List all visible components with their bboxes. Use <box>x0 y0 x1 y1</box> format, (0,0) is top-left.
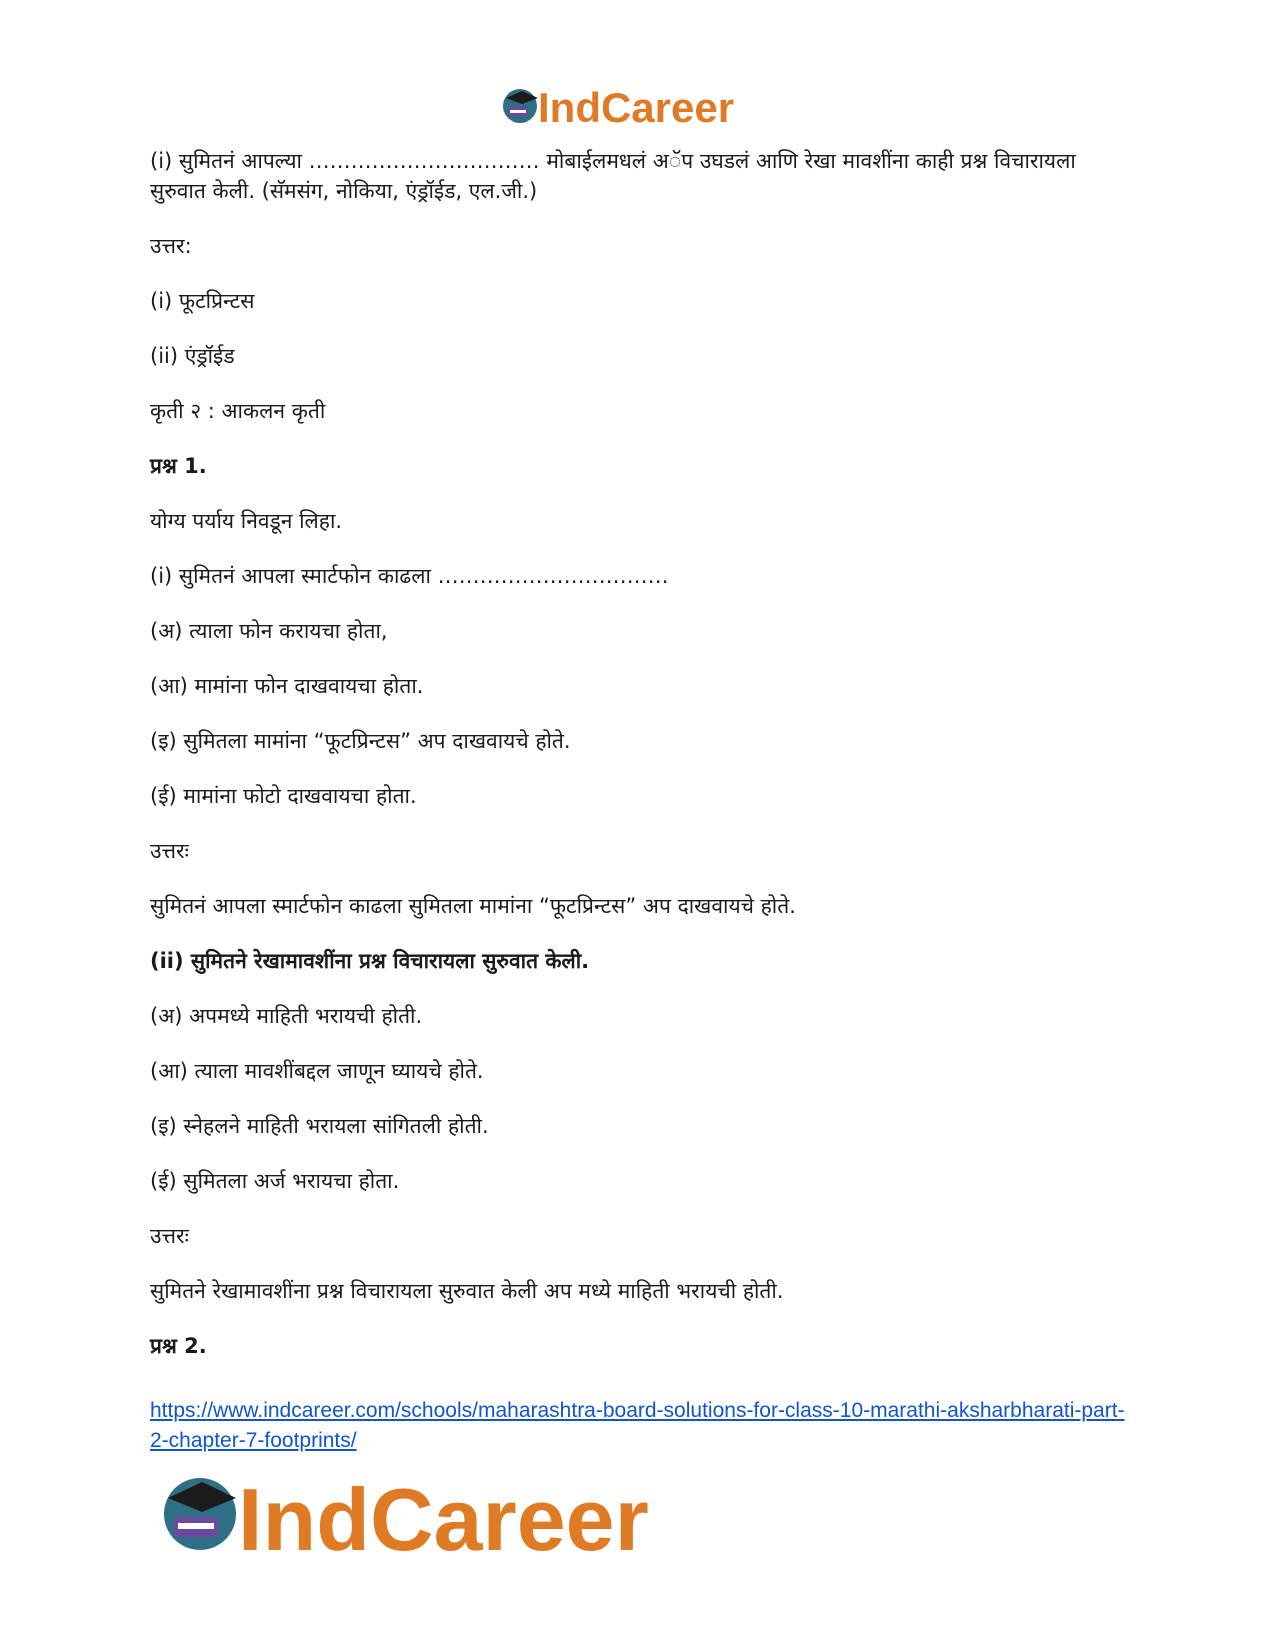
question-fill-blank: (i) सुमितनं आपल्या …………………………… मोबाईलमधलं अॅप उघडलं आणि रेखा मावशींना काही प्रश्न विचारायला सुरुवात केली. (सॅमसंग, नोकिया, एंड्रॉईड, एल.जी.) <box>150 149 1076 203</box>
header-logo-text: IndCareer <box>538 84 735 130</box>
answer-label: उत्तरः <box>150 1224 189 1248</box>
option-item: (अ) अपमध्ये माहिती भरायची होती. <box>150 1004 423 1028</box>
section-heading: कृती २ : आकलन कृती <box>150 399 326 423</box>
option-item: (इ) सुमितला मामांना “फूटप्रिन्टस” अप दाखवायचे होते. <box>150 729 571 753</box>
option-item: (इ) स्नेहलने माहिती भरायला सांगितली होती. <box>150 1114 489 1138</box>
option-item: (ई) मामांना फोटो दाखवायचा होता. <box>150 784 417 808</box>
answer-label: उत्तर: <box>150 234 192 258</box>
header-logo <box>500 80 775 130</box>
question-number: प्रश्न 2. <box>150 1334 207 1358</box>
answer-label: उत्तरः <box>150 839 189 863</box>
question-number: प्रश्न 1. <box>150 454 207 478</box>
answer-text: सुमितने रेखामावशींना प्रश्न विचारायला सुरुवात केली अप मध्ये माहिती भरायची होती. <box>150 1279 784 1303</box>
answer-item: (i) फूटप्रिन्टस <box>150 289 255 313</box>
option-item: (आ) मामांना फोन दाखवायचा होता. <box>150 674 424 698</box>
option-item: (अ) त्याला फोन करायचा होता, <box>150 619 388 643</box>
footer-logo <box>160 1462 700 1562</box>
graduation-cap-book-icon <box>503 89 538 123</box>
question-text: (i) सुमितनं आपला स्मार्टफोन काढला …………………………… <box>150 564 669 588</box>
answer-item: (ii) एंड्रॉईड <box>150 344 235 368</box>
option-item: (ई) सुमितला अर्ज भरायचा होता. <box>150 1169 400 1193</box>
source-link[interactable]: https://www.indcareer.com/schools/maharashtra-board-solutions-for-class-10-marathi-aksharbharati-part-2-chapter-7-footprints/ <box>150 1399 1125 1452</box>
graduation-cap-book-icon <box>164 1478 236 1550</box>
footer-logo-text: IndCareer <box>238 1470 649 1562</box>
question-text: (ii) सुमितने रेखामावशींना प्रश्न विचारायला सुरुवात केली. <box>150 949 590 973</box>
instruction: योग्य पर्याय निवडून लिहा. <box>150 509 343 533</box>
option-item: (आ) त्याला मावशींबद्दल जाणून घ्यायचे होते. <box>150 1059 484 1083</box>
document-body <box>150 146 1130 1361</box>
answer-text: सुमितनं आपला स्मार्टफोन काढला सुमितला मामांना “फूटप्रिन्टस” अप दाखवायचे होते. <box>150 894 796 918</box>
